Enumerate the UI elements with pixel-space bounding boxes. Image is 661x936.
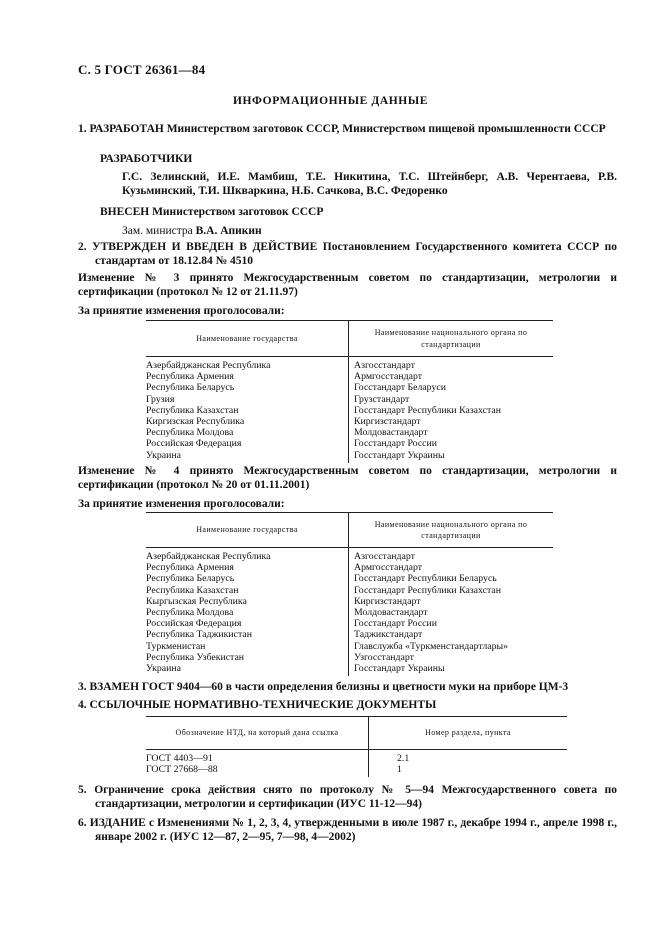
table-row bbox=[146, 618, 553, 629]
table-row bbox=[146, 394, 553, 405]
table-cell-value: Таджикстандарт bbox=[354, 629, 423, 641]
table-row bbox=[146, 652, 553, 663]
developers-label: РАЗРАБОТЧИКИ bbox=[100, 153, 193, 165]
deputy-name: В.А. Апикин bbox=[195, 225, 262, 237]
table-row bbox=[146, 764, 567, 777]
table-cell-value: Азгосстандарт bbox=[354, 551, 415, 562]
item-4 bbox=[78, 698, 617, 712]
table-cell-value: 2.1 bbox=[397, 753, 410, 764]
item-4-number: 4. bbox=[78, 699, 87, 711]
table-cell-value: Госстандарт России bbox=[354, 618, 437, 630]
table-cell-name: Кыргызская Республика bbox=[146, 596, 349, 607]
amendment-4-col-body: Наименование национального органа по стандартизации bbox=[349, 513, 554, 548]
table-cell-value: Госстандарт Украины bbox=[354, 449, 445, 461]
item-3-number: 3. bbox=[78, 681, 87, 693]
table-row bbox=[146, 416, 553, 427]
section-title: ИНФОРМАЦИОННЫЕ ДАННЫЕ bbox=[232, 95, 429, 107]
amendment-3-table bbox=[146, 320, 553, 463]
amendment-3-voted: За принятие изменения проголосовали: bbox=[78, 305, 285, 317]
table-cell-value: Главслужба «Туркменстандартлары» bbox=[354, 640, 508, 652]
item-3-text: ВЗАМЕН ГОСТ 9404—60 в части определения белизны и цветности муки на приборе ЦМ-3 bbox=[89, 681, 569, 693]
deputy-prefix: Зам. министра bbox=[122, 225, 196, 237]
table-cell-value: Киргизстандарт bbox=[354, 595, 421, 607]
reference-documents-table bbox=[146, 716, 567, 777]
table-row bbox=[146, 357, 553, 372]
table-cell-name: Республика Казахстан bbox=[146, 585, 349, 596]
table-cell-name: Республика Узбекистан bbox=[146, 652, 349, 663]
table-cell-value: Армгосстандарт bbox=[354, 562, 423, 574]
table-row bbox=[146, 427, 553, 438]
table-cell-value: Госстандарт Украины bbox=[354, 663, 445, 675]
table-cell-value: Госстандарт Республики Беларусь bbox=[354, 573, 497, 585]
table-cell-name: Республика Беларусь bbox=[146, 573, 349, 584]
deputy-minister bbox=[122, 224, 617, 238]
table-cell-name: ГОСТ 27668—88 bbox=[146, 764, 369, 777]
table-cell-name: Республика Армения bbox=[146, 562, 349, 573]
table-cell-name: Азербайджанская Республика bbox=[146, 357, 349, 372]
table-cell-value: Азгосстандарт bbox=[354, 360, 415, 371]
ref-col-designation: Обозначение НТД, на который дана ссылка bbox=[146, 717, 369, 750]
table-row bbox=[146, 573, 553, 584]
table-cell-value: Узгосстандарт bbox=[354, 651, 414, 663]
table-row bbox=[146, 405, 553, 416]
table-row bbox=[146, 548, 553, 563]
item-6-text: ИЗДАНИЕ с Изменениями № 1, 2, 3, 4, утвержденными в июле 1987 г., декабре 1994 г., апреле 1998 г., январе 2002 г. (ИУС 12—87, 2—95, 7—98, 4—2002) bbox=[89, 817, 618, 843]
item-2-number: 2. bbox=[78, 241, 87, 253]
table-row bbox=[146, 663, 553, 676]
table-cell-name: ГОСТ 4403—91 bbox=[146, 750, 369, 765]
table-cell-name: Республика Молдова bbox=[146, 427, 349, 438]
amendment-4-title: Изменение № 4 принято Межгосударственным советом по стандартизации, метрологии и сертификации (протокол № 20 от 01.11.2001) bbox=[78, 465, 617, 491]
table-cell-value: Армгосстандарт bbox=[354, 371, 423, 383]
table-cell-name: Киргизская Республика bbox=[146, 416, 349, 427]
item-4-text: ССЫЛОЧНЫЕ НОРМАТИВНО-ТЕХНИЧЕСКИЕ ДОКУМЕНТЫ bbox=[89, 699, 437, 711]
table-row bbox=[146, 641, 553, 652]
table-row bbox=[146, 450, 553, 463]
amendment-4-table bbox=[146, 512, 553, 676]
amendment-4-voted: За принятие изменения проголосовали: bbox=[78, 498, 285, 510]
table-cell-value: Киргизстандарт bbox=[354, 416, 421, 428]
item-2-bold: УТВЕРЖДЕН И ВВЕДЕН В ДЕЙСТВИЕ bbox=[92, 241, 318, 253]
table-cell-name: Республика Казахстан bbox=[146, 405, 349, 416]
introduced-by: ВНЕСЕН Министерством заготовок СССР bbox=[100, 206, 324, 218]
table-cell-name: Республика Армения bbox=[146, 371, 349, 382]
item-1-number: 1. bbox=[78, 123, 87, 135]
table-cell-value: Госстандарт России bbox=[354, 438, 437, 450]
table-cell-name: Украина bbox=[146, 450, 349, 463]
page-header: С. 5 ГОСТ 26361—84 bbox=[78, 62, 206, 77]
table-cell-value: Госстандарт Республики Казахстан bbox=[354, 404, 501, 416]
item-5-text: Ограничение срока действия снято по протоколу № 5—94 Межгосударственного совета по стандартизации, метрологии и сертификации (ИУС 11-12—94) bbox=[94, 784, 618, 810]
table-cell-value: Госстандарт Беларуси bbox=[354, 382, 446, 394]
item-5-number: 5. bbox=[78, 784, 87, 796]
table-row bbox=[146, 607, 553, 618]
amendment-3-col-body: Наименование национального органа по стандартизации bbox=[349, 321, 554, 357]
item-2 bbox=[78, 240, 617, 268]
table-cell-name: Республика Молдова bbox=[146, 607, 349, 618]
table-cell-name: Российская Федерация bbox=[146, 618, 349, 629]
ref-col-section: Номер раздела, пункта bbox=[369, 717, 568, 750]
table-cell-name: Украина bbox=[146, 663, 349, 676]
item-3 bbox=[78, 680, 617, 694]
amendment-3-col-state: Наименование государства bbox=[146, 321, 349, 357]
table-row bbox=[146, 382, 553, 393]
table-row bbox=[146, 596, 553, 607]
table-cell-name: Туркменистан bbox=[146, 641, 349, 652]
table-cell-value: Молдовастандарт bbox=[354, 607, 428, 619]
table-row bbox=[146, 562, 553, 573]
table-row bbox=[146, 629, 553, 640]
table-cell-value: 1 bbox=[397, 764, 402, 776]
table-row bbox=[146, 585, 553, 596]
item-2-rest: Постановлением Государственного комитета СССР по стандартам от 18.12.84 № 4510 bbox=[95, 241, 618, 267]
table-row bbox=[146, 750, 567, 765]
amendment-4-col-state: Наименование государства bbox=[146, 513, 349, 548]
table-cell-name: Азербайджанская Республика bbox=[146, 548, 349, 563]
table-cell-name: Республика Таджикистан bbox=[146, 629, 349, 640]
table-row bbox=[146, 438, 553, 449]
table-cell-name: Грузия bbox=[146, 394, 349, 405]
table-cell-value: Госстандарт Республики Казахстан bbox=[354, 584, 501, 596]
item-1-text: РАЗРАБОТАН Министерством заготовок СССР, Министерством пищевой промышленности СССР bbox=[89, 123, 606, 135]
item-6 bbox=[78, 816, 617, 844]
table-cell-value: Грузстандарт bbox=[354, 393, 410, 405]
table-cell-name: Российская Федерация bbox=[146, 438, 349, 449]
table-cell-value: Молдовастандарт bbox=[354, 427, 428, 439]
item-5 bbox=[78, 783, 617, 811]
amendment-3-title: Изменение № 3 принято Межгосударственным советом по стандартизации, метрологии и сертификации (протокол № 12 от 21.11.97) bbox=[78, 272, 617, 298]
developers-list: Г.С. Зелинский, И.Е. Мамбиш, Т.Е. Никитина, Т.С. Штейнберг, А.В. Черентаева, Р.В. Кузьминский, Т.И. Шкваркина, Н.Б. Сачкова, В.С. Федоренко bbox=[122, 171, 617, 197]
item-6-number: 6. bbox=[78, 817, 87, 829]
table-cell-name: Республика Беларусь bbox=[146, 382, 349, 393]
item-1 bbox=[78, 122, 617, 136]
table-row bbox=[146, 371, 553, 382]
